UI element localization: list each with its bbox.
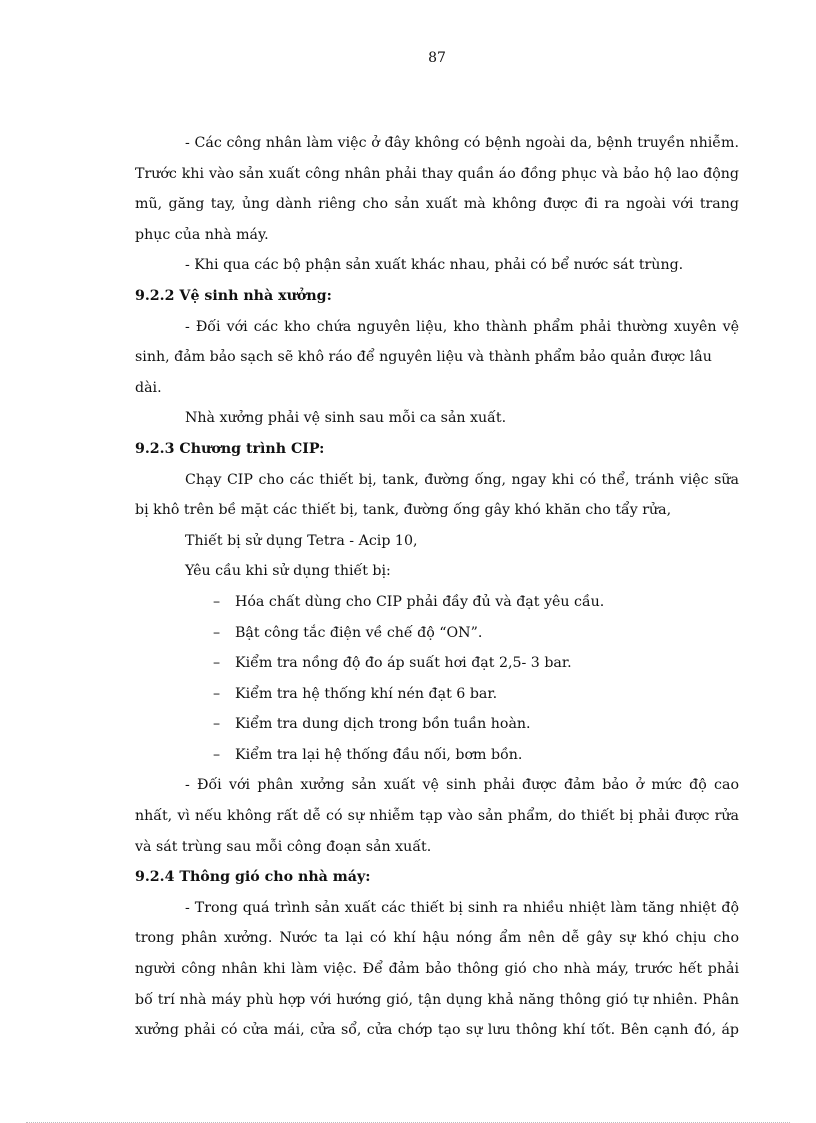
section-heading: 9.2.4 Thông gió cho nhà máy:	[135, 869, 371, 886]
dash-bullet-icon: –	[213, 655, 221, 672]
paragraph-line: xưởng phải có cửa mái, cửa sổ, cửa chớp tạo sự lưu thông khí tốt. Bên cạnh đó, áp	[135, 1022, 739, 1039]
list-item	[213, 648, 739, 679]
paragraph-line: trong phân xưởng. Nước ta lại có khí hậu nóng ẩm nên dễ gây sự khó chịu cho	[135, 930, 739, 947]
paragraph-line: sinh, đảm bảo sạch sẽ khô ráo để nguyên liệu và thành phẩm bảo quản được lâu dài.	[135, 349, 712, 396]
paragraph-line: - Đối với phân xưởng sản xuất vệ sinh phải được đảm bảo ở mức độ cao	[185, 777, 739, 794]
paragraph: Yêu cầu khi sử dụng thiết bị:	[185, 563, 391, 580]
paragraph-line: phục của nhà máy.	[135, 226, 269, 243]
paragraph-line: - Các công nhân làm việc ở đây không có bệnh ngoài da, bệnh truyền nhiễm.	[185, 135, 739, 151]
requirements-list	[135, 587, 739, 771]
dash-bullet-icon: –	[213, 593, 221, 610]
list-item	[213, 740, 739, 771]
document-body	[135, 128, 739, 1046]
paragraph-line: Trước khi vào sản xuất công nhân phải thay quần áo đồng phục và bảo hộ lao động	[135, 165, 739, 182]
paragraph-line: bố trí nhà máy phù hợp với hướng gió, tận dụng khả năng thông gió tự nhiên. Phân	[135, 991, 739, 1008]
list-item-text: Kiểm tra lại hệ thống đầu nối, bơm bồn.	[235, 746, 523, 763]
list-item	[213, 709, 739, 740]
paragraph-line: và sát trùng sau mỗi công đoạn sản xuất.	[135, 838, 432, 855]
paragraph: Nhà xưởng phải vệ sinh sau mỗi ca sản xuất.	[185, 410, 507, 427]
paragraph-line: bị khô trên bề mặt các thiết bị, tank, đường ống gây khó khăn cho tẩy rửa,	[135, 502, 672, 519]
paragraph-line: nhất, vì nếu không rất dễ có sự nhiễm tạp vào sản phẩm, do thiết bị phải được rửa	[135, 808, 739, 825]
list-item-text: Kiểm tra dung dịch trong bồn tuần hoàn.	[235, 716, 531, 733]
dash-bullet-icon: –	[213, 716, 221, 733]
section-heading: 9.2.2 Vệ sinh nhà xưởng:	[135, 287, 332, 304]
paragraph: Thiết bị sử dụng Tetra - Acip 10,	[185, 532, 418, 549]
dash-bullet-icon: –	[213, 685, 221, 702]
list-item-text: Kiểm tra hệ thống khí nén đạt 6 bar.	[235, 685, 498, 702]
paragraph: - Khi qua các bộ phận sản xuất khác nhau, phải có bể nước sát trùng.	[185, 257, 684, 274]
paragraph-line: Chạy CIP cho các thiết bị, tank, đường ống, ngay khi có thể, tránh việc sữa	[185, 471, 739, 488]
dash-bullet-icon: –	[213, 624, 221, 641]
paragraph-line: người công nhân khi làm việc. Để đảm bảo thông gió cho nhà máy, trước hết phải	[135, 961, 739, 978]
list-item	[213, 618, 739, 649]
page-number: 87	[428, 50, 446, 66]
list-item	[213, 587, 739, 618]
list-item	[213, 679, 739, 710]
paragraph-line: mũ, găng tay, ủng dành riêng cho sản xuất mà không được đi ra ngoài với trang	[135, 196, 739, 213]
list-item-text: Bật công tắc điện về chế độ “ON”.	[235, 624, 483, 641]
section-heading: 9.2.3 Chương trình CIP:	[135, 440, 325, 457]
dash-bullet-icon: –	[213, 746, 221, 763]
paragraph-line: - Đối với các kho chứa nguyên liệu, kho thành phẩm phải thường xuyên vệ	[185, 318, 739, 335]
list-item-text: Kiểm tra nồng độ đo áp suất hơi đạt 2,5- 3 bar.	[235, 655, 572, 672]
list-item-text: Hóa chất dùng cho CIP phải đầy đủ và đạt yêu cầu.	[235, 593, 605, 610]
paragraph-line: - Trong quá trình sản xuất các thiết bị sinh ra nhiều nhiệt làm tăng nhiệt độ	[185, 899, 739, 916]
